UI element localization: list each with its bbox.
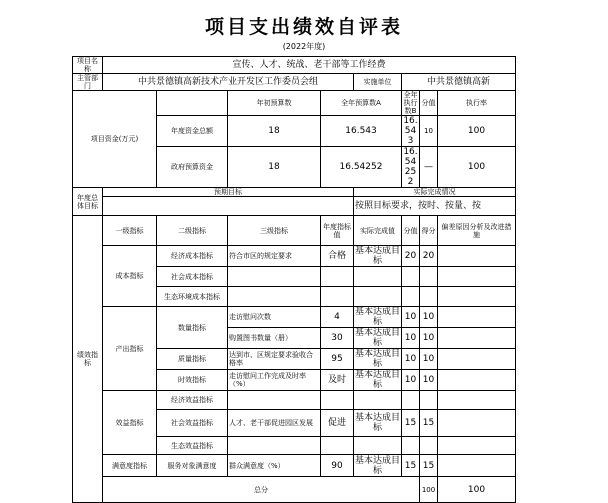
social-benefit-target: 促进 xyxy=(321,410,354,437)
funds-header-rate: 执行率 xyxy=(438,91,516,116)
funds-row-label: 政府预算资金 xyxy=(157,147,228,188)
quality-score: 10 xyxy=(420,349,438,370)
satisfaction-actual: 基本达成目标 xyxy=(355,455,401,476)
total-value: 100 xyxy=(420,477,438,503)
social-benefit-score: 15 xyxy=(420,410,438,437)
economic-cost-label: 经济成本指标 xyxy=(157,246,228,267)
eco-benefit-label: 生态效益指标 xyxy=(157,437,228,455)
total-score: 100 xyxy=(438,477,516,503)
table-row xyxy=(73,455,516,477)
q2-score: 10 xyxy=(420,328,438,349)
quality-indicator: 达到市、区规定要求验收合格率 xyxy=(228,349,321,370)
perf-header-score: 得分 xyxy=(420,216,438,246)
satisfaction-indicator: 群众满意度（%） xyxy=(228,455,321,477)
timeliness-score: 10 xyxy=(420,370,438,391)
q1-score: 10 xyxy=(420,307,438,328)
evaluation-table xyxy=(72,56,516,503)
actual-label: 实际完成情况 xyxy=(354,188,516,197)
q2-indicator: 购置图书数量（册） xyxy=(228,328,321,349)
social-benefit-label: 社会效益指标 xyxy=(157,410,228,437)
funds-header-executed: 全年执行数B xyxy=(403,91,418,115)
expected-goal-content xyxy=(103,197,354,216)
table-row xyxy=(73,391,516,410)
funds-rate: 100 xyxy=(438,147,516,188)
q1-target: 4 xyxy=(321,307,354,328)
funds-executed: 16.543 xyxy=(403,116,418,146)
cost-label: 成本指标 xyxy=(103,246,157,307)
funds-score-value: 10 xyxy=(420,116,438,147)
actual-goal-text: 按照目标要求，按时、按量、按 xyxy=(354,197,516,216)
social-benefit-value: 15 xyxy=(402,410,420,437)
timeliness-value: 10 xyxy=(402,370,420,391)
year-label: (2022年度) xyxy=(282,42,326,51)
perf-header-level2: 二级指标 xyxy=(157,216,228,246)
perf-header-row xyxy=(73,216,516,246)
quality-actual: 基本达成目标 xyxy=(355,349,401,369)
expected-goal-label: 预期目标 xyxy=(103,188,354,197)
funds-header-value: 分值 xyxy=(420,91,438,116)
economic-cost-indicator: 符合市区的规定要求 xyxy=(228,246,321,267)
funds-label: 项目资金(万元) xyxy=(73,91,157,188)
project-name-row xyxy=(73,57,516,74)
timeliness-actual: 基本达成目标 xyxy=(355,370,401,390)
satisfaction-target: 90 xyxy=(321,455,354,477)
social-benefit-actual: 基本达成目标 xyxy=(354,410,402,437)
economic-cost-actual: 基本达成目标 xyxy=(355,246,401,266)
economic-cost-score: 20 xyxy=(420,246,438,267)
funds-header-initial: 年初预算数 xyxy=(228,91,321,116)
timeliness-target: 及时 xyxy=(321,370,354,391)
project-name-value: 宣传、人才、统战、老干部等工作经费 xyxy=(103,57,516,74)
funds-executed: 16.54252 xyxy=(403,147,418,187)
perf-header-value: 分值 xyxy=(402,216,420,246)
q1-indicator: 走访慰问次数 xyxy=(228,307,321,328)
goal-label: 年度总体目标 xyxy=(73,188,103,216)
quantity-label: 数量指标 xyxy=(157,307,228,349)
dept-value: 中共景德镇高新技术产业开发区工作委员会组 xyxy=(103,74,354,91)
funds-row-label: 年度资金总额 xyxy=(157,116,228,147)
funds-header-row xyxy=(73,91,516,116)
impl-value: 中共景德镇高新 xyxy=(402,74,516,91)
timeliness-label: 时效指标 xyxy=(157,370,228,391)
quality-target: 95 xyxy=(321,349,354,370)
social-benefit-indicator: 人才、老干部促进园区发展 xyxy=(228,410,321,437)
economic-cost-target: 合格 xyxy=(321,246,354,267)
total-row xyxy=(73,477,516,503)
goal-header-row xyxy=(73,188,516,197)
q1-actual: 基本达成目标 xyxy=(355,307,401,327)
economic-benefit-label: 经济效益指标 xyxy=(157,391,228,410)
service-label: 服务对象满意度 xyxy=(157,455,228,477)
q2-value: 10 xyxy=(402,328,420,349)
perf-header-target: 年度指标值 xyxy=(321,216,354,246)
q2-target: 30 xyxy=(321,328,354,349)
perf-label: 绩效指标 xyxy=(73,216,103,503)
satisfaction-score: 15 xyxy=(420,455,438,477)
social-cost-label: 社会成本指标 xyxy=(157,267,228,287)
funds-score-value: — xyxy=(420,147,438,188)
project-name-label: 项目名称 xyxy=(73,57,103,74)
table-row xyxy=(73,307,516,328)
impl-label: 实施单位 xyxy=(354,74,402,91)
perf-header-reason: 偏差原因分析及改进措施 xyxy=(438,216,516,246)
funds-rate: 100 xyxy=(438,116,516,147)
total-label: 总分 xyxy=(103,477,420,503)
quality-label: 质量指标 xyxy=(157,349,228,370)
funds-header-annual: 全年预算数A xyxy=(321,91,402,116)
q2-actual: 基本达成目标 xyxy=(355,328,401,348)
economic-cost-value: 20 xyxy=(402,246,420,267)
satisfaction-label: 满意度指标 xyxy=(103,455,157,477)
satisfaction-value: 15 xyxy=(402,455,420,477)
q1-value: 10 xyxy=(402,307,420,328)
perf-header-actual: 实际完成值 xyxy=(354,216,402,246)
output-label: 产出指标 xyxy=(103,307,157,391)
page-title: 项目支出绩效自评表 xyxy=(204,16,403,38)
funds-blank xyxy=(157,91,228,116)
benefit-label: 效益指标 xyxy=(103,391,157,455)
timeliness-indicator: 走访慰问工作完成及时率（%） xyxy=(228,370,321,391)
goal-content-row xyxy=(73,197,516,216)
funds-annual: 16.54252 xyxy=(321,147,402,188)
funds-initial: 18 xyxy=(228,116,321,147)
perf-header-level1: 一级指标 xyxy=(103,216,157,246)
dept-label: 主管部门 xyxy=(73,74,103,91)
quality-value: 10 xyxy=(402,349,420,370)
table-row xyxy=(73,246,516,267)
funds-initial: 18 xyxy=(228,147,321,188)
perf-header-level3: 三级指标 xyxy=(228,216,321,246)
eco-cost-label: 生态环境成本指标 xyxy=(157,287,228,307)
dept-row xyxy=(73,74,516,91)
economic-cost-reason xyxy=(438,246,516,267)
funds-annual: 16.543 xyxy=(321,116,402,147)
